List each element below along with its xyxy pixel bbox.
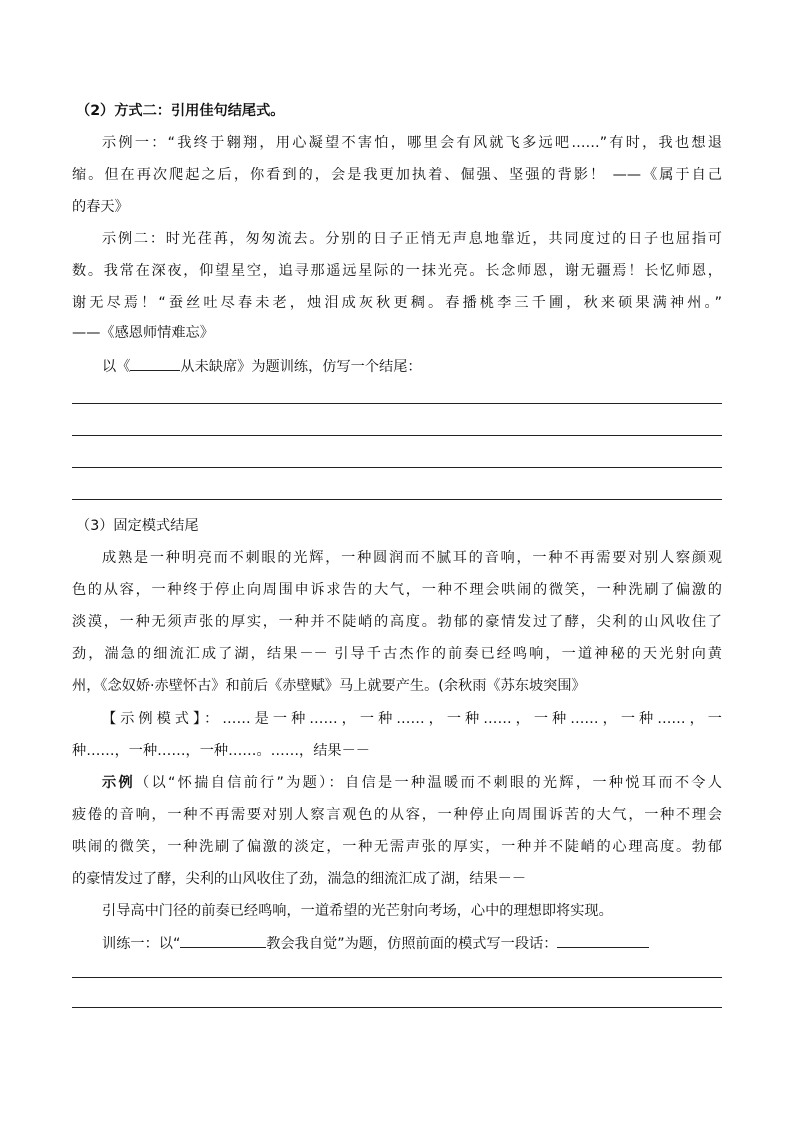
answer-line-4[interactable] [72, 499, 722, 500]
example1-line2: 缩。但在再次爬起之后，你看到的，会是我更加执着、倔强、坚强的背影！ ——《属于自己 [72, 167, 722, 183]
section3-heading: （3）固定模式结尾 [76, 518, 199, 534]
exercise-instruction [102, 933, 722, 954]
exercise-prefix: 训练一：以“ [102, 936, 181, 952]
answer-line-3[interactable] [72, 467, 722, 468]
example2-line1: 示例二：时光荏苒，匆匆流去。分别的日子正悄无声息地靠近，共同度过的日子也屈指可 [102, 231, 722, 247]
sample-label: 示例 [102, 775, 135, 791]
passage-line3: 淡漠，一种无须声张的厚实，一种并不陡峭的高度。勃郁的豪情发过了酵，尖利的山风收住了 [72, 614, 722, 630]
answer-line-1[interactable] [72, 403, 722, 404]
passage-line5: 州，《念奴娇·赤壁怀古》和前后《赤壁赋》马上就要产生。(余秋雨《苏东坡突围》 [72, 678, 586, 694]
task-instruction [102, 356, 722, 377]
section2-heading: （2）方式二：引用佳句结尾式。 [76, 103, 285, 119]
sample-line1-text: （以“怀揣自信前行”为题）：自信是一种温暖而不刺眼的光辉，一种悦耳而不令人 [134, 775, 722, 791]
exercise-answer-line-1[interactable] [72, 977, 722, 978]
exercise-suffix: 教会我自觉”为题，仿照前面的模式写一段话： [266, 936, 558, 952]
title-blank[interactable] [130, 356, 180, 371]
exercise-answer-line-2[interactable] [72, 1007, 722, 1008]
exercise-title-blank[interactable] [180, 933, 266, 948]
passage-line4: 劲，湍急的细流汇成了湖，结果－－ 引导千古杰作的前奏已经鸣响，一道神秘的天光射向黄 [72, 646, 722, 662]
answer-line-2[interactable] [72, 435, 722, 436]
example1-line1: 示例一：“我终于翱翔，用心凝望不害怕，哪里会有风就飞多远吧……”有时，我也想退 [102, 135, 722, 151]
task-prefix: 以《 [102, 359, 131, 375]
example1-line3: 的春天》 [72, 199, 129, 215]
passage-line1: 成熟是一种明亮而不刺眼的光辉，一种圆润而不腻耳的音响，一种不再需要对别人察颜观 [102, 550, 722, 566]
exercise-answer-start-blank[interactable] [557, 933, 649, 948]
mode-line2: 种……，一种……，一种……。……，结果－－ [72, 743, 370, 759]
example2-source: ——《感恩师情难忘》 [72, 325, 214, 341]
sample-line4: 的豪情发过了酵，尖利的山风收住了劲，湍急的细流汇成了湖，结果－－ [72, 871, 527, 887]
sample-line1 [102, 773, 722, 793]
sample-line3: 哄闹的微笑，一种洗刷了偏激的淡定，一种无需声张的厚实，一种并不陡峭的心理高度。勃郁 [72, 839, 722, 855]
mode-line1: 【示例模式】：……是一种……，一种……，一种……，一种……，一种……，一 [102, 711, 722, 727]
example2-line2: 数。我常在深夜，仰望星空，追寻那遥远星际的一抹光亮。长念师恩，谢无疆焉！长忆师恩， [72, 263, 722, 279]
sample-line5: 引导高中门径的前奏已经鸣响，一道希望的光芒射向考场，心中的理想即将实现。 [102, 903, 613, 919]
example2-line3: 谢无尽焉！“蚕丝吐尽春未老，烛泪成灰秋更稠。春播桃李三千圃，秋来硕果满神州。” [72, 295, 722, 311]
passage-line2: 色的从容，一种终于停止向周围申诉求告的大气，一种不理会哄闹的微笑，一种洗刷了偏激的 [72, 582, 722, 598]
task-suffix: 从未缺席》为题训练，仿写一个结尾： [180, 359, 422, 375]
sample-line2: 疲倦的音响，一种不再需要对别人察言观色的从容，一种停止向周围诉苦的大气，一种不理会 [72, 807, 722, 823]
